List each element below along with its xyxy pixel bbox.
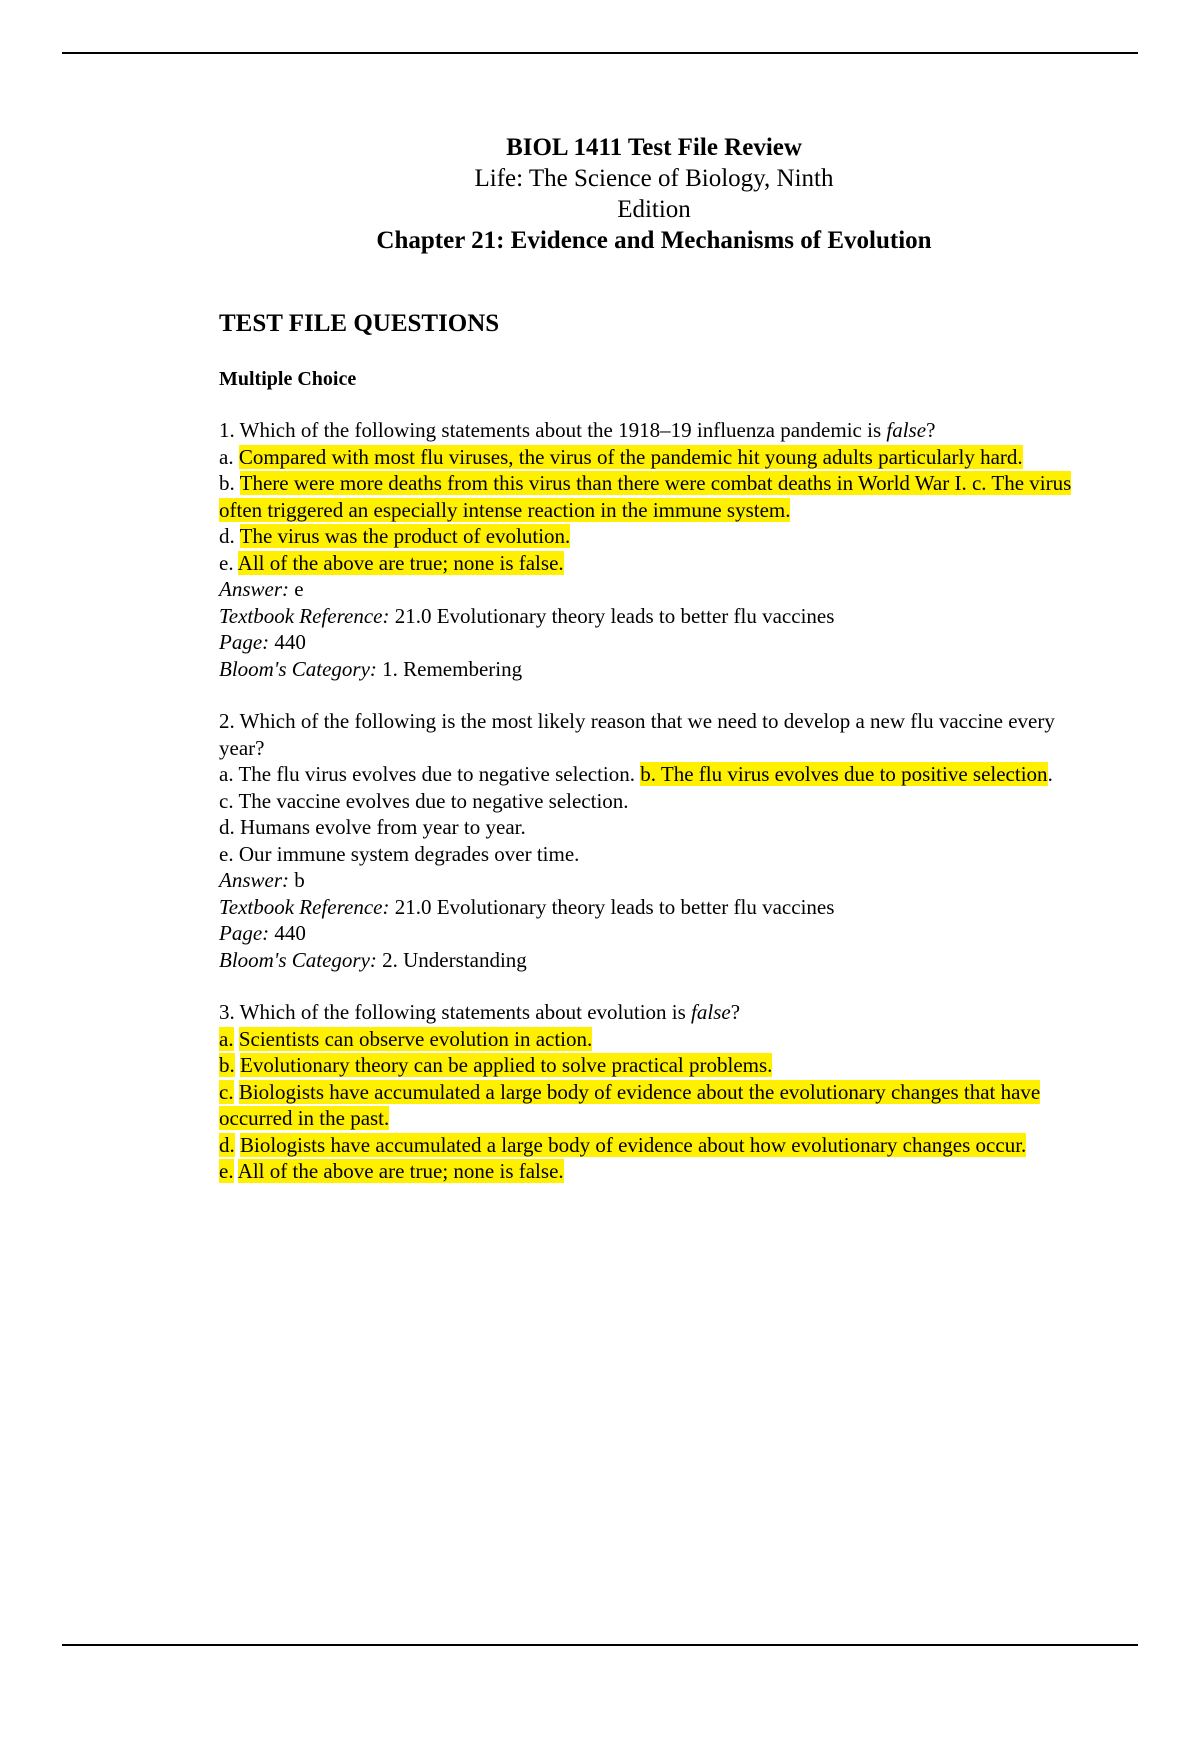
choice-text-highlighted: b. The flu virus evolves due to positive selection bbox=[640, 762, 1048, 786]
reference-line bbox=[219, 894, 1089, 921]
choice-label: b. bbox=[219, 1053, 235, 1077]
answer-choice bbox=[219, 814, 1089, 841]
question-stem bbox=[219, 417, 1089, 444]
page-value: 440 bbox=[274, 921, 306, 945]
choice-label: e. bbox=[219, 1159, 234, 1183]
choice-text: All of the above are true; none is false. bbox=[237, 550, 564, 575]
answer-choice bbox=[219, 444, 1089, 471]
choice-text: All of the above are true; none is false. bbox=[237, 1159, 564, 1183]
answer-line bbox=[219, 867, 1089, 894]
choice-text: Scientists can observe evolution in action. bbox=[238, 1026, 593, 1051]
question-stem-text: 1. Which of the following statements about the 1918–19 influenza pandemic is bbox=[219, 418, 887, 442]
bloom-label: Bloom's Category: bbox=[219, 947, 377, 972]
answer-choice bbox=[219, 1132, 1089, 1159]
page-line bbox=[219, 629, 1089, 656]
choice-text: The flu virus evolves due to negative selection. bbox=[238, 762, 636, 786]
reference-label: Textbook Reference: bbox=[219, 603, 390, 628]
choice-text: There were more deaths from this virus than there were combat deaths in World War I. c. The virus often triggered an especially intense reaction in the immune system. bbox=[219, 471, 1072, 522]
document-title: BIOL 1411 Test File Review bbox=[506, 134, 802, 161]
chapter-title: Chapter 21: Evidence and Mechanisms of Evolution bbox=[376, 227, 932, 254]
choice-label: d. bbox=[219, 815, 235, 839]
bloom-line bbox=[219, 947, 1089, 974]
footer-divider bbox=[62, 1644, 1138, 1646]
choice-text: Humans evolve from year to year. bbox=[240, 815, 526, 839]
answer-line bbox=[219, 576, 1089, 603]
answer-choice bbox=[219, 550, 1089, 577]
choice-label: b. bbox=[219, 471, 235, 495]
header-divider bbox=[62, 52, 1138, 54]
question-stem-tail: ? bbox=[926, 418, 936, 442]
choice-label: e. bbox=[219, 841, 234, 866]
answer-choice bbox=[219, 1026, 1089, 1053]
choice-text: Compared with most flu viruses, the virus of the pandemic hit young adults particularly hard. bbox=[238, 444, 1023, 469]
answer-choice bbox=[219, 470, 1089, 523]
question-block bbox=[219, 708, 1089, 973]
answer-choice bbox=[219, 1158, 1089, 1185]
choice-text: Biologists have accumulated a large body of evidence about how evolutionary changes occur. bbox=[240, 1132, 1027, 1157]
reference-line bbox=[219, 603, 1089, 630]
answer-choice bbox=[219, 788, 1089, 815]
title-block bbox=[219, 132, 1089, 256]
choice-label: c. bbox=[219, 788, 234, 813]
page-label: Page: bbox=[219, 630, 270, 654]
answer-value: e bbox=[294, 577, 304, 601]
choice-label: a. bbox=[219, 1026, 234, 1051]
choice-text: Our immune system degrades over time. bbox=[238, 841, 580, 866]
question-stem bbox=[219, 708, 1089, 761]
answer-label: Answer: bbox=[219, 577, 289, 601]
page-label: Page: bbox=[219, 921, 270, 945]
book-title-line1: Life: The Science of Biology, Ninth bbox=[474, 165, 834, 192]
question-block bbox=[219, 417, 1089, 682]
page-value: 440 bbox=[274, 630, 306, 654]
document-body bbox=[111, 132, 1089, 1185]
question-block bbox=[219, 999, 1089, 1185]
question-stem-emphasis: false bbox=[691, 1000, 731, 1024]
choice-label: d. bbox=[219, 524, 235, 548]
choice-label: d. bbox=[219, 1132, 235, 1157]
question-stem-emphasis: false bbox=[886, 418, 927, 442]
answer-choice bbox=[219, 761, 1089, 788]
question-stem-text: 2. Which of the following is the most likely reason that we need to develop a new flu vaccine every year? bbox=[219, 709, 1055, 760]
reference-value: 21.0 Evolutionary theory leads to better flu vaccines bbox=[394, 603, 835, 628]
bloom-value: 1. Remembering bbox=[382, 656, 523, 681]
question-stem bbox=[219, 999, 1089, 1026]
answer-value: b bbox=[294, 868, 305, 892]
reference-label: Textbook Reference: bbox=[219, 894, 390, 919]
answer-choice bbox=[219, 1052, 1089, 1079]
choice-text-tail: . bbox=[1047, 762, 1053, 786]
answer-choice bbox=[219, 841, 1089, 868]
reference-value: 21.0 Evolutionary theory leads to better flu vaccines bbox=[394, 894, 835, 919]
choice-text: The vaccine evolves due to negative selection. bbox=[238, 788, 629, 813]
document-page bbox=[0, 52, 1200, 1752]
book-title-line2: Edition bbox=[617, 196, 691, 223]
bloom-line bbox=[219, 656, 1089, 683]
choice-label: e. bbox=[219, 550, 234, 575]
choice-label: a. bbox=[219, 444, 234, 469]
choice-text: Evolutionary theory can be applied to solve practical problems. bbox=[240, 1053, 773, 1077]
page-line bbox=[219, 920, 1089, 947]
answer-choice bbox=[219, 1079, 1089, 1132]
choice-text: Biologists have accumulated a large body of evidence about the evolutionary changes that have occurred in the past. bbox=[219, 1079, 1041, 1130]
answer-choice bbox=[219, 523, 1089, 550]
subsection-heading: Multiple Choice bbox=[219, 368, 357, 390]
choice-label: c. bbox=[219, 1079, 234, 1104]
bloom-value: 2. Understanding bbox=[382, 947, 527, 972]
section-heading: TEST FILE QUESTIONS bbox=[219, 310, 500, 337]
bloom-label: Bloom's Category: bbox=[219, 656, 377, 681]
question-stem-tail: ? bbox=[730, 1000, 741, 1024]
answer-label: Answer: bbox=[219, 868, 289, 892]
question-stem-text: 3. Which of the following statements about evolution is bbox=[219, 1000, 692, 1024]
choice-label: a. bbox=[219, 762, 234, 786]
choice-text: The virus was the product of evolution. bbox=[239, 524, 571, 548]
